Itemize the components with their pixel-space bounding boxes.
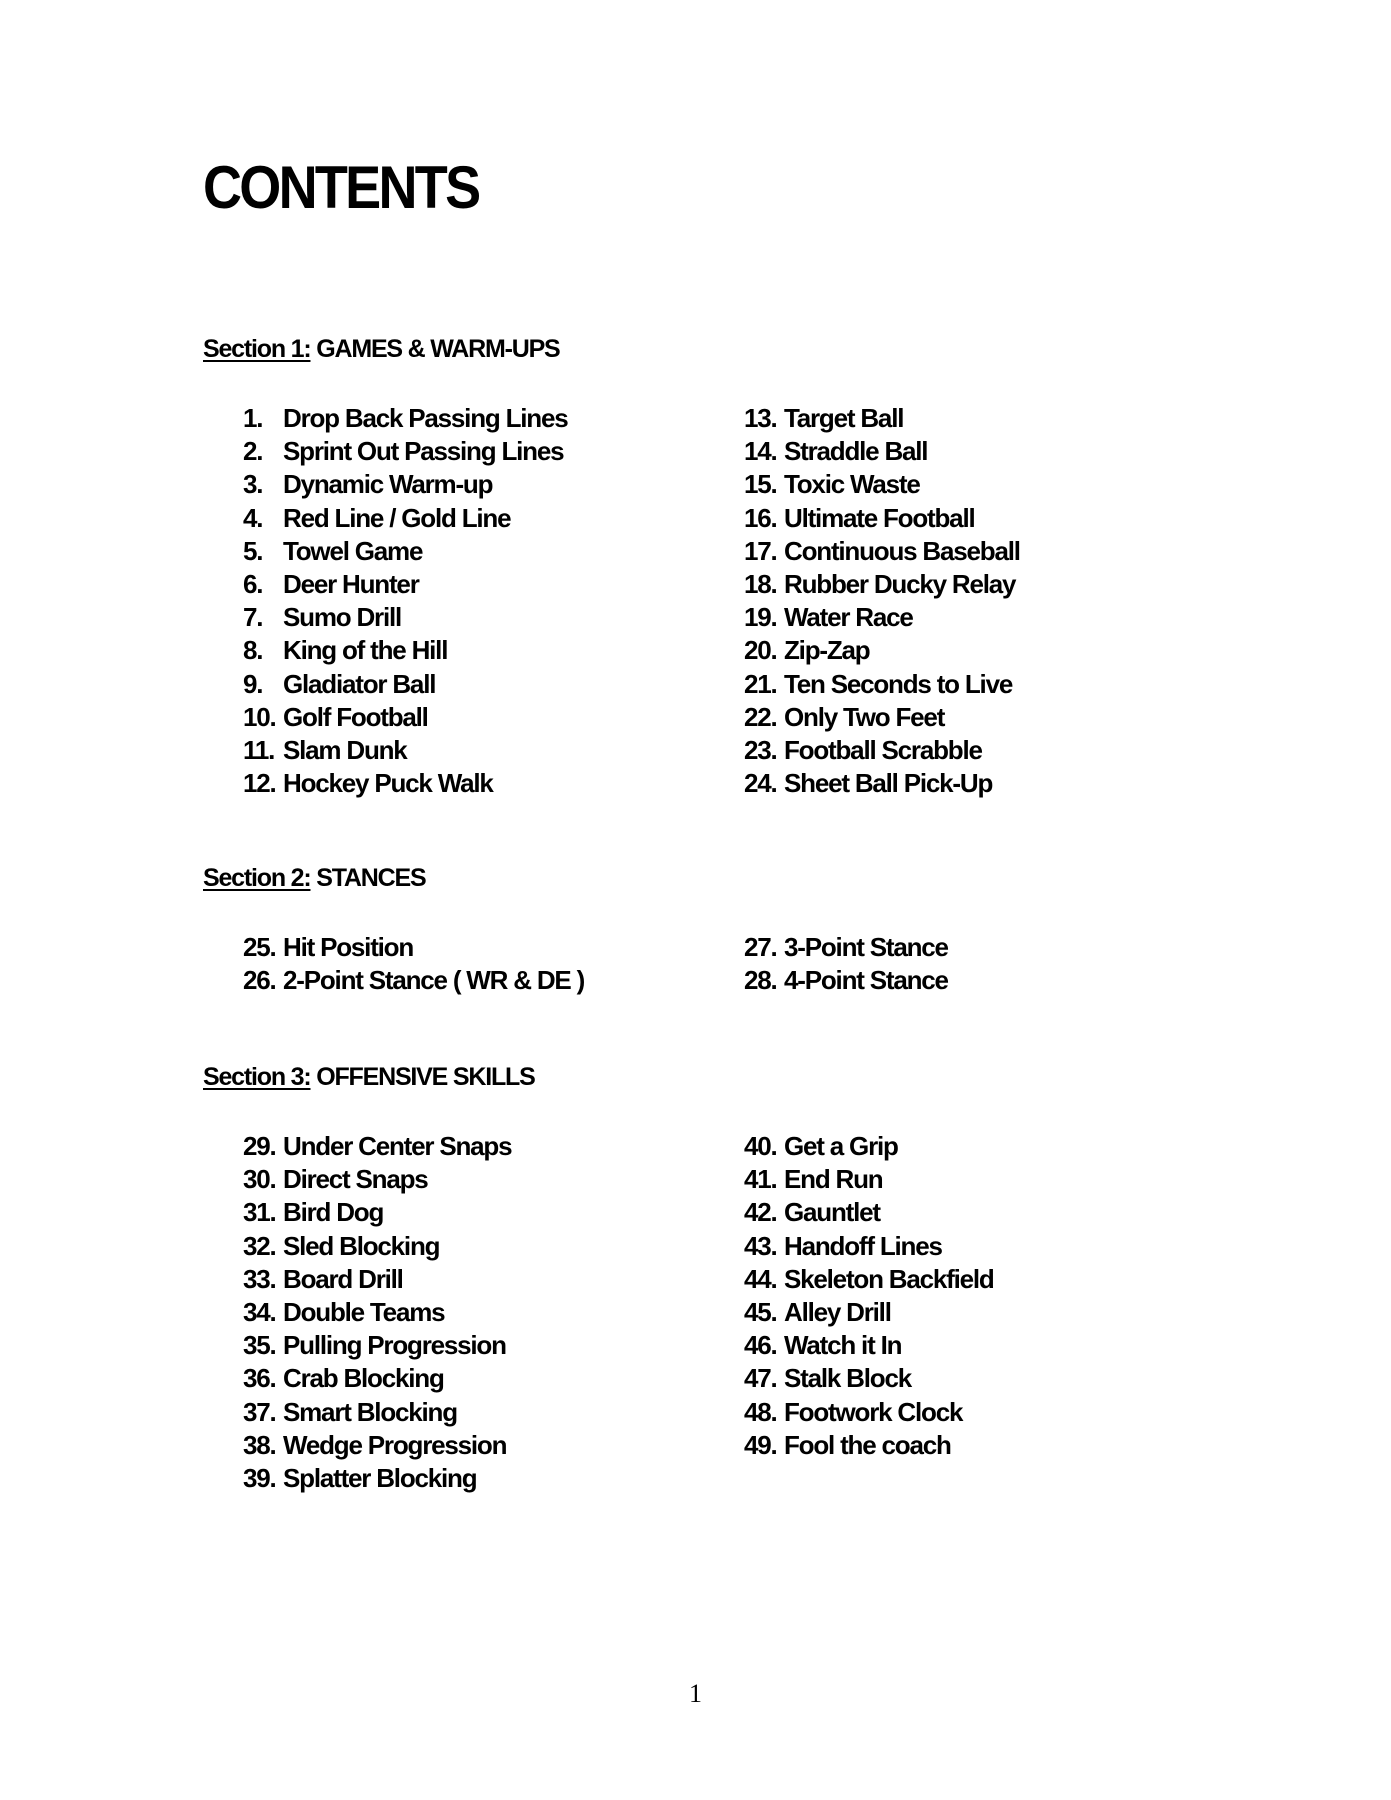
- toc-entry: 46. Watch it In: [744, 1330, 902, 1361]
- toc-entry: 47. Stalk Block: [744, 1363, 911, 1394]
- toc-entry: 12. Hockey Puck Walk: [243, 768, 493, 799]
- toc-entry: 33. Board Drill: [243, 1263, 403, 1294]
- section-name: STANCES: [316, 864, 426, 892]
- toc-entry: 39. Splatter Blocking: [243, 1462, 477, 1493]
- toc-entry: 25. Hit Position: [243, 932, 414, 962]
- toc-entry: 29. Under Center Snaps: [243, 1131, 512, 1161]
- toc-entry: 23. Football Scrabble: [744, 734, 982, 765]
- toc-entry: 1. Drop Back Passing Lines: [243, 403, 568, 433]
- toc-entry: 45. Alley Drill: [744, 1296, 891, 1327]
- toc-entry: 20. Zip-Zap: [744, 635, 870, 666]
- toc-entry: 6. Deer Hunter: [243, 568, 419, 599]
- toc-entry: 17. Continuous Baseball: [744, 535, 1020, 566]
- section-name: OFFENSIVE SKILLS: [316, 1063, 535, 1091]
- toc-entry: 16. Ultimate Football: [744, 502, 975, 533]
- toc-entry: 43. Handoff Lines: [744, 1230, 942, 1261]
- toc-entry: 9. Gladiator Ball: [243, 668, 436, 699]
- toc-column-left: [243, 402, 568, 800]
- toc-entry: 14. Straddle Ball: [744, 436, 928, 467]
- toc-entry: 31. Bird Dog: [243, 1197, 384, 1228]
- toc-entry: 38. Wedge Progression: [243, 1429, 507, 1460]
- toc-entry: 27. 3-Point Stance: [744, 932, 948, 962]
- toc-column-left: [243, 931, 584, 997]
- toc-entry: 34. Double Teams: [243, 1296, 445, 1327]
- toc-entry: 30. Direct Snaps: [243, 1164, 428, 1195]
- toc-entry: 18. Rubber Ducky Relay: [744, 568, 1016, 599]
- toc-entry: 41. End Run: [744, 1164, 883, 1195]
- toc-entry: 42. Gauntlet: [744, 1197, 880, 1228]
- page-number: 1: [689, 1679, 702, 1708]
- section-heading-2: [203, 866, 425, 891]
- toc-entry: 49. Fool the coach: [744, 1429, 951, 1460]
- toc-entry: 19. Water Race: [744, 602, 913, 633]
- section-heading-1: [203, 337, 560, 362]
- toc-entry: 11. Slam Dunk: [243, 734, 407, 765]
- toc-entry: 4. Red Line / Gold Line: [243, 502, 511, 533]
- toc-entry: 3. Dynamic Warm-up: [243, 469, 493, 500]
- toc-column-right: [744, 931, 948, 997]
- section-name: GAMES & WARM-UPS: [316, 335, 560, 363]
- toc-entry: 28. 4-Point Stance: [744, 965, 948, 996]
- toc-entry: 40. Get a Grip: [744, 1131, 898, 1161]
- toc-column-left: [243, 1130, 511, 1495]
- toc-entry: 7. Sumo Drill: [243, 602, 402, 633]
- toc-entry: 10. Golf Football: [243, 701, 428, 732]
- toc-entry: 5. Towel Game: [243, 535, 423, 566]
- toc-entry: 32. Sled Blocking: [243, 1230, 440, 1261]
- toc-entry: 22. Only Two Feet: [744, 701, 945, 732]
- section-label: Section 2:: [203, 864, 311, 892]
- toc-entry: 13. Target Ball: [744, 403, 904, 433]
- toc-entry: 15. Toxic Waste: [744, 469, 920, 500]
- toc-entry: 48. Footwork Clock: [744, 1396, 963, 1427]
- toc-entry: 2. Sprint Out Passing Lines: [243, 436, 564, 467]
- toc-entry: 24. Sheet Ball Pick-Up: [744, 768, 993, 799]
- toc-column-right: [744, 402, 1020, 800]
- page-title: CONTENTS: [203, 154, 479, 221]
- toc-column-right: [744, 1130, 994, 1462]
- toc-entry: 44. Skeleton Backfield: [744, 1263, 994, 1294]
- section-heading-3: [203, 1065, 535, 1090]
- toc-entry: 36. Crab Blocking: [243, 1363, 444, 1394]
- section-label: Section 1:: [203, 335, 311, 363]
- toc-entry: 35. Pulling Progression: [243, 1330, 506, 1361]
- toc-entry: 21. Ten Seconds to Live: [744, 668, 1013, 699]
- toc-entry: 26. 2-Point Stance ( WR & DE ): [243, 965, 585, 996]
- section-label: Section 3:: [203, 1063, 311, 1091]
- toc-entry: 37. Smart Blocking: [243, 1396, 457, 1427]
- toc-entry: 8. King of the Hill: [243, 635, 448, 666]
